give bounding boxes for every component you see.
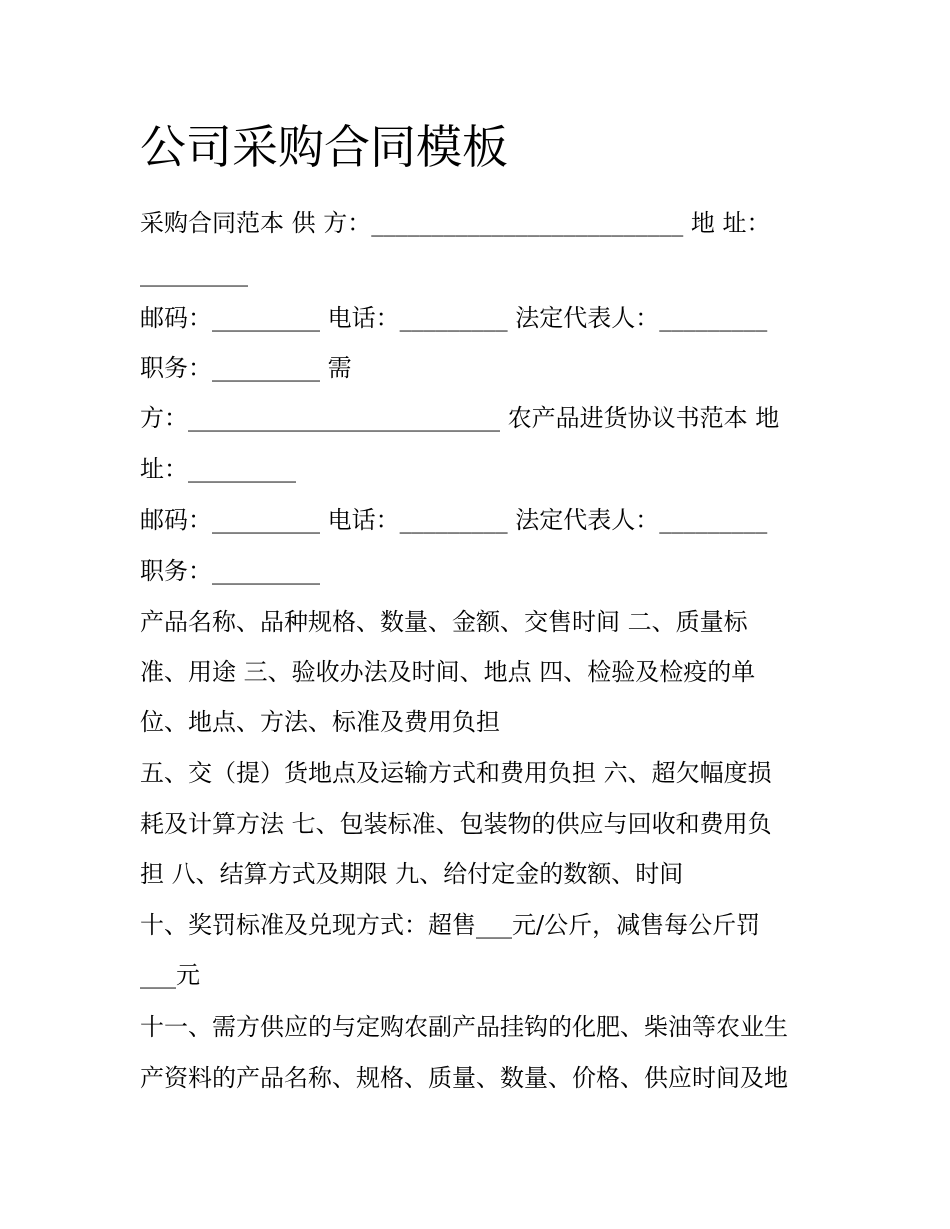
text-line: 职务：_________ bbox=[140, 557, 320, 585]
text-line: 耗及计算方法 七、包装标准、包装物的供应与回收和费用负 bbox=[140, 810, 772, 838]
text-line: 十、奖罚标准及兑现方式：超售___元/公斤，减售每公斤罚 bbox=[140, 911, 761, 939]
text-line: 采购合同范本 供 方：__________________________ 地 址： bbox=[140, 209, 771, 237]
text-line: 十一、需方供应的与定购农副产品挂钩的化肥、柴油等农业生 bbox=[140, 1013, 788, 1041]
text-line: 担 八、结算方式及期限 九、给付定金的数额、时间 bbox=[140, 860, 684, 888]
text-line: _________ bbox=[140, 259, 248, 287]
text-line: 五、交（提）货地点及运输方式和费用负担 六、超欠幅度损 bbox=[140, 759, 772, 787]
text-line: ___元 bbox=[140, 961, 200, 989]
text-line: 邮码：_________ 电话：_________ 法定代表人：_________ bbox=[140, 506, 768, 534]
text-line: 职务：_________ 需 bbox=[140, 354, 352, 382]
text-line: 产资料的产品名称、规格、质量、数量、价格、供应时间及地 bbox=[140, 1064, 788, 1092]
document-title: 公司采购合同模板 bbox=[140, 120, 508, 174]
text-line: 准、用途 三、验收办法及时间、地点 四、检验及检疫的单 bbox=[140, 658, 756, 686]
text-line: 方：__________________________ 农产品进货协议书范本 地 bbox=[140, 404, 780, 432]
text-line: 邮码：_________ 电话：_________ 法定代表人：_________ bbox=[140, 304, 768, 332]
text-line: 位、地点、方法、标准及费用负担 bbox=[140, 708, 500, 736]
text-line: 址：_________ bbox=[140, 455, 296, 483]
text-line: 产品名称、品种规格、数量、金额、交售时间 二、质量标 bbox=[140, 608, 748, 636]
